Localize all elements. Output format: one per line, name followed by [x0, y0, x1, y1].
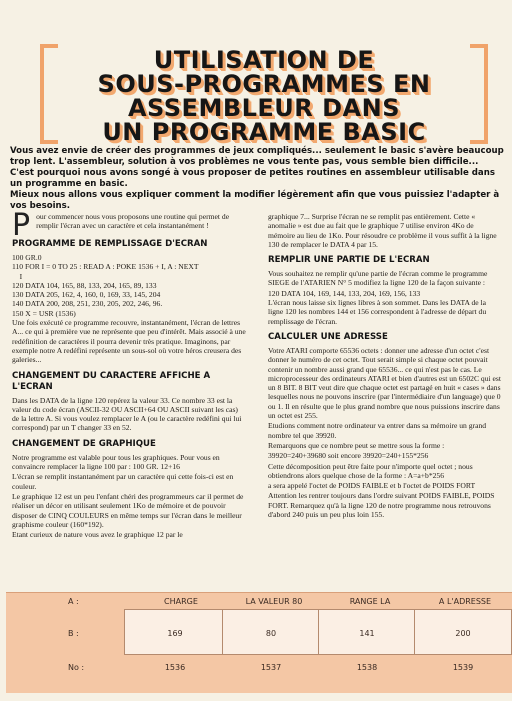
title-block	[40, 44, 488, 144]
row-label-n: No :	[68, 663, 85, 672]
heading-fill-program: PROGRAMME DE REMPLISSAGE D'ECRAN	[12, 239, 208, 249]
cell-n-1: 1536	[164, 663, 186, 672]
paragraph-graphics-3: Le graphique 12 est un peu l'enfant chéri des programmeurs car il permet de réaliser un décor en utilisant seulement 1Ko de mémoire et de pouvoir disposer de CINQ COULEURS en même temps sur l'écran dans le meilleur graphisme couleur (160*192).	[12, 491, 244, 529]
paragraph-partial-1: Vous souhaitez ne remplir qu'une partie de l'écran comme le programme SIEGE de l'ATARIEN N° 5 modifiez la ligne 120 de la façon suivante :	[268, 269, 488, 288]
intro-text	[10, 146, 504, 212]
cell-a-3: RANGE LA	[349, 597, 391, 606]
cell-a-4: A L'ADRESSE	[438, 597, 492, 606]
cell-a-1: CHARGE	[164, 597, 198, 606]
title-line-2: SOUS-PROGRAMMES EN	[97, 70, 431, 98]
cell-n-3: 1538	[356, 663, 378, 672]
table-divider-1	[222, 609, 223, 655]
paragraph-fill-explanation: Une fois exécuté ce programme recouvre, instantanément, l'écran de lettres A... ce qui à première vue ne représente que peu d'intérêt. Mais associé à une redéfinition de caractères il pourra devenir très pratique. Imaginons, par exemple notre A redéfini représente un sous-sol où votre héros creusera des galeries...	[12, 318, 246, 365]
paragraph-graphics-4: Etant curieux de nature vous avez le graphique 12 par le	[12, 530, 183, 540]
title-line-4: UN PROGRAMME BASIC	[102, 118, 426, 146]
opening-text: our commencer nous vous proposons une routine qui permet de remplir l'écran avec un caractère et cela instantanément !	[36, 212, 230, 231]
row-label-b: B :	[68, 629, 79, 638]
table-divider-2	[318, 609, 319, 655]
cell-b-3: 141	[359, 629, 375, 638]
right-column	[268, 212, 502, 574]
opcode-table	[6, 592, 512, 693]
intro-paragraph-1: Vous avez envie de créer des programmes de jeux compliqués... seulement le basic s'avère beaucoup trop lent. L'assembleur, solution à vos problèmes ne vous tente pas, vous semble bien difficile... C'est pourquoi nous avons songé à vous proposer de petites routines en assembleur utilisable dans un programme en basic.	[10, 146, 504, 189]
left-column	[12, 212, 246, 574]
paragraph-address-5: Cette décomposition peut être faite pour n'importe quel octet ; nous obtiendrons alors quelque chose de la forme : A=a+b*256	[268, 461, 473, 480]
cell-a-2: LA VALEUR 80	[245, 597, 303, 606]
heading-change-graphics: CHANGEMENT DE GRAPHIQUE	[12, 438, 156, 449]
paragraph-graphics-1: Notre programme est valable pour tous les graphiques. Pour vous en convaincre remplacer la ligne 100 par : 100 GR. 12+16	[12, 452, 220, 472]
row-label-a: A :	[68, 597, 79, 606]
code-listing-fill: 100 GR.0 110 FOR I = 0 TO 25 : READ A : POKE 1536 + I, A : NEXT I 120 DATA 104, 165, 88, 133, 204, 165, 89, 133 130 DATA 205, 162, 4, 160, 0, 169, 33, 145, 204 140 DATA 200, 208, 251, 230, 205, 202, 246, 96. 150 X = USR (1536)	[12, 253, 199, 318]
table-divider-3	[414, 609, 415, 655]
cell-b-2: 80	[265, 629, 277, 638]
cell-n-2: 1537	[260, 663, 282, 672]
opening-paragraph	[12, 212, 246, 243]
paragraph-address-7: Attention les rentrer toujours dans l'ordre suivant POIDS FAIBLE, POIDS FORT. Remarquez qu'à la ligne 120 de notre programme nous retrouvons d'abord 240 puis un peu plus loin 155.	[268, 491, 495, 520]
heading-address: CALCULER UNE ADRESSE	[268, 331, 388, 342]
title-line-3: ASSEMBLEUR DANS	[127, 94, 400, 122]
cell-b-4: 200	[455, 629, 471, 638]
code-listing-partial: 120 DATA 104, 169, 144, 133, 204, 169, 156, 133	[268, 288, 421, 298]
cell-n-4: 1539	[452, 663, 474, 672]
paragraph-address-1: Votre ATARI comporte 65536 octets : donner une adresse d'un octet c'est donner le numéro de cet octet. Tout serait simple si chaque octet pouvait contenir un nombre aussi grand que 65536... ce qui n'est pas le cas. Le microprocesseur des ordinateurs ATARI et bien d'autres est un 6502C qui est un 8 BIT. 8 BIT veut dire que chaque octet est partagé en huit « cases » dans lesquelles nous ne pouvons inscrire (par l'intermédiaire d'un language) que 0 ou 1. Il en résulte que le plus grand nombre que nous puissions inscrire dans un octet est 255.	[268, 345, 501, 421]
intro-paragraph-2: Mieux nous allons vous expliquer comment la modifier légèrement afin que vous puissiez l'adapter à vos besoins.	[10, 190, 500, 211]
heading-fill-partial: REMPLIR UNE PARTIE DE L'ECRAN	[268, 255, 430, 266]
paragraph-graphics-7: graphique 7... Surprise l'écran ne se remplit pas entièrement. Cette « anomalie » est due au fait que le graphique 7 utilise environ 4Ko de mémoire au lieu de 1Ko. Pour résoudre ce problème il vous suffit à la ligne 130 de remplacer le DATA 4 par 15.	[268, 212, 497, 249]
heading-change-character: CHANGEMENT DU CARACTERE AFFICHE A L'ECRAN	[12, 370, 211, 392]
paragraph-change-character: Dans les DATA de la ligne 120 repérez la valeur 33. Ce nombre 33 est la valeur du code écran (ASCII-32 OU ASCII+64 OU ASCII suivant les cas) de la lettre A. Si vous voulez remplacer le A (ou le caractère redéfini qui lui correspond) par un T changer 33 en 52.	[12, 395, 242, 433]
drop-cap: P	[12, 212, 31, 243]
paragraph-graphics-2: L'écran se remplit instantanément par un caractère qui cette fois-ci est en couleur.	[12, 472, 234, 491]
cell-b-1: 169	[167, 629, 183, 638]
paragraph-address-3: Remarquons que ce nombre peut se mettre sous la forme :	[268, 440, 445, 450]
paragraph-address-6: a sera appelé l'octet de POIDS FAIBLE et b l'octet de POIDS FORT	[268, 481, 476, 491]
title-line-1: UTILISATION DE	[153, 46, 375, 74]
paragraph-address-4: 39920=240+39680 soit encore 39920=240+155*256	[268, 451, 429, 461]
paragraph-partial-2: L'écran nous laisse six lignes libres à son sommet. Dans les DATA de la ligne 120 les nombres 144 et 156 correspondent à l'adresse de départ du remplissage de l'écran.	[268, 298, 487, 326]
paragraph-address-2: Etudions comment notre ordinateur va entrer dans sa mémoire un grand nombre tel que 39920.	[268, 421, 487, 440]
